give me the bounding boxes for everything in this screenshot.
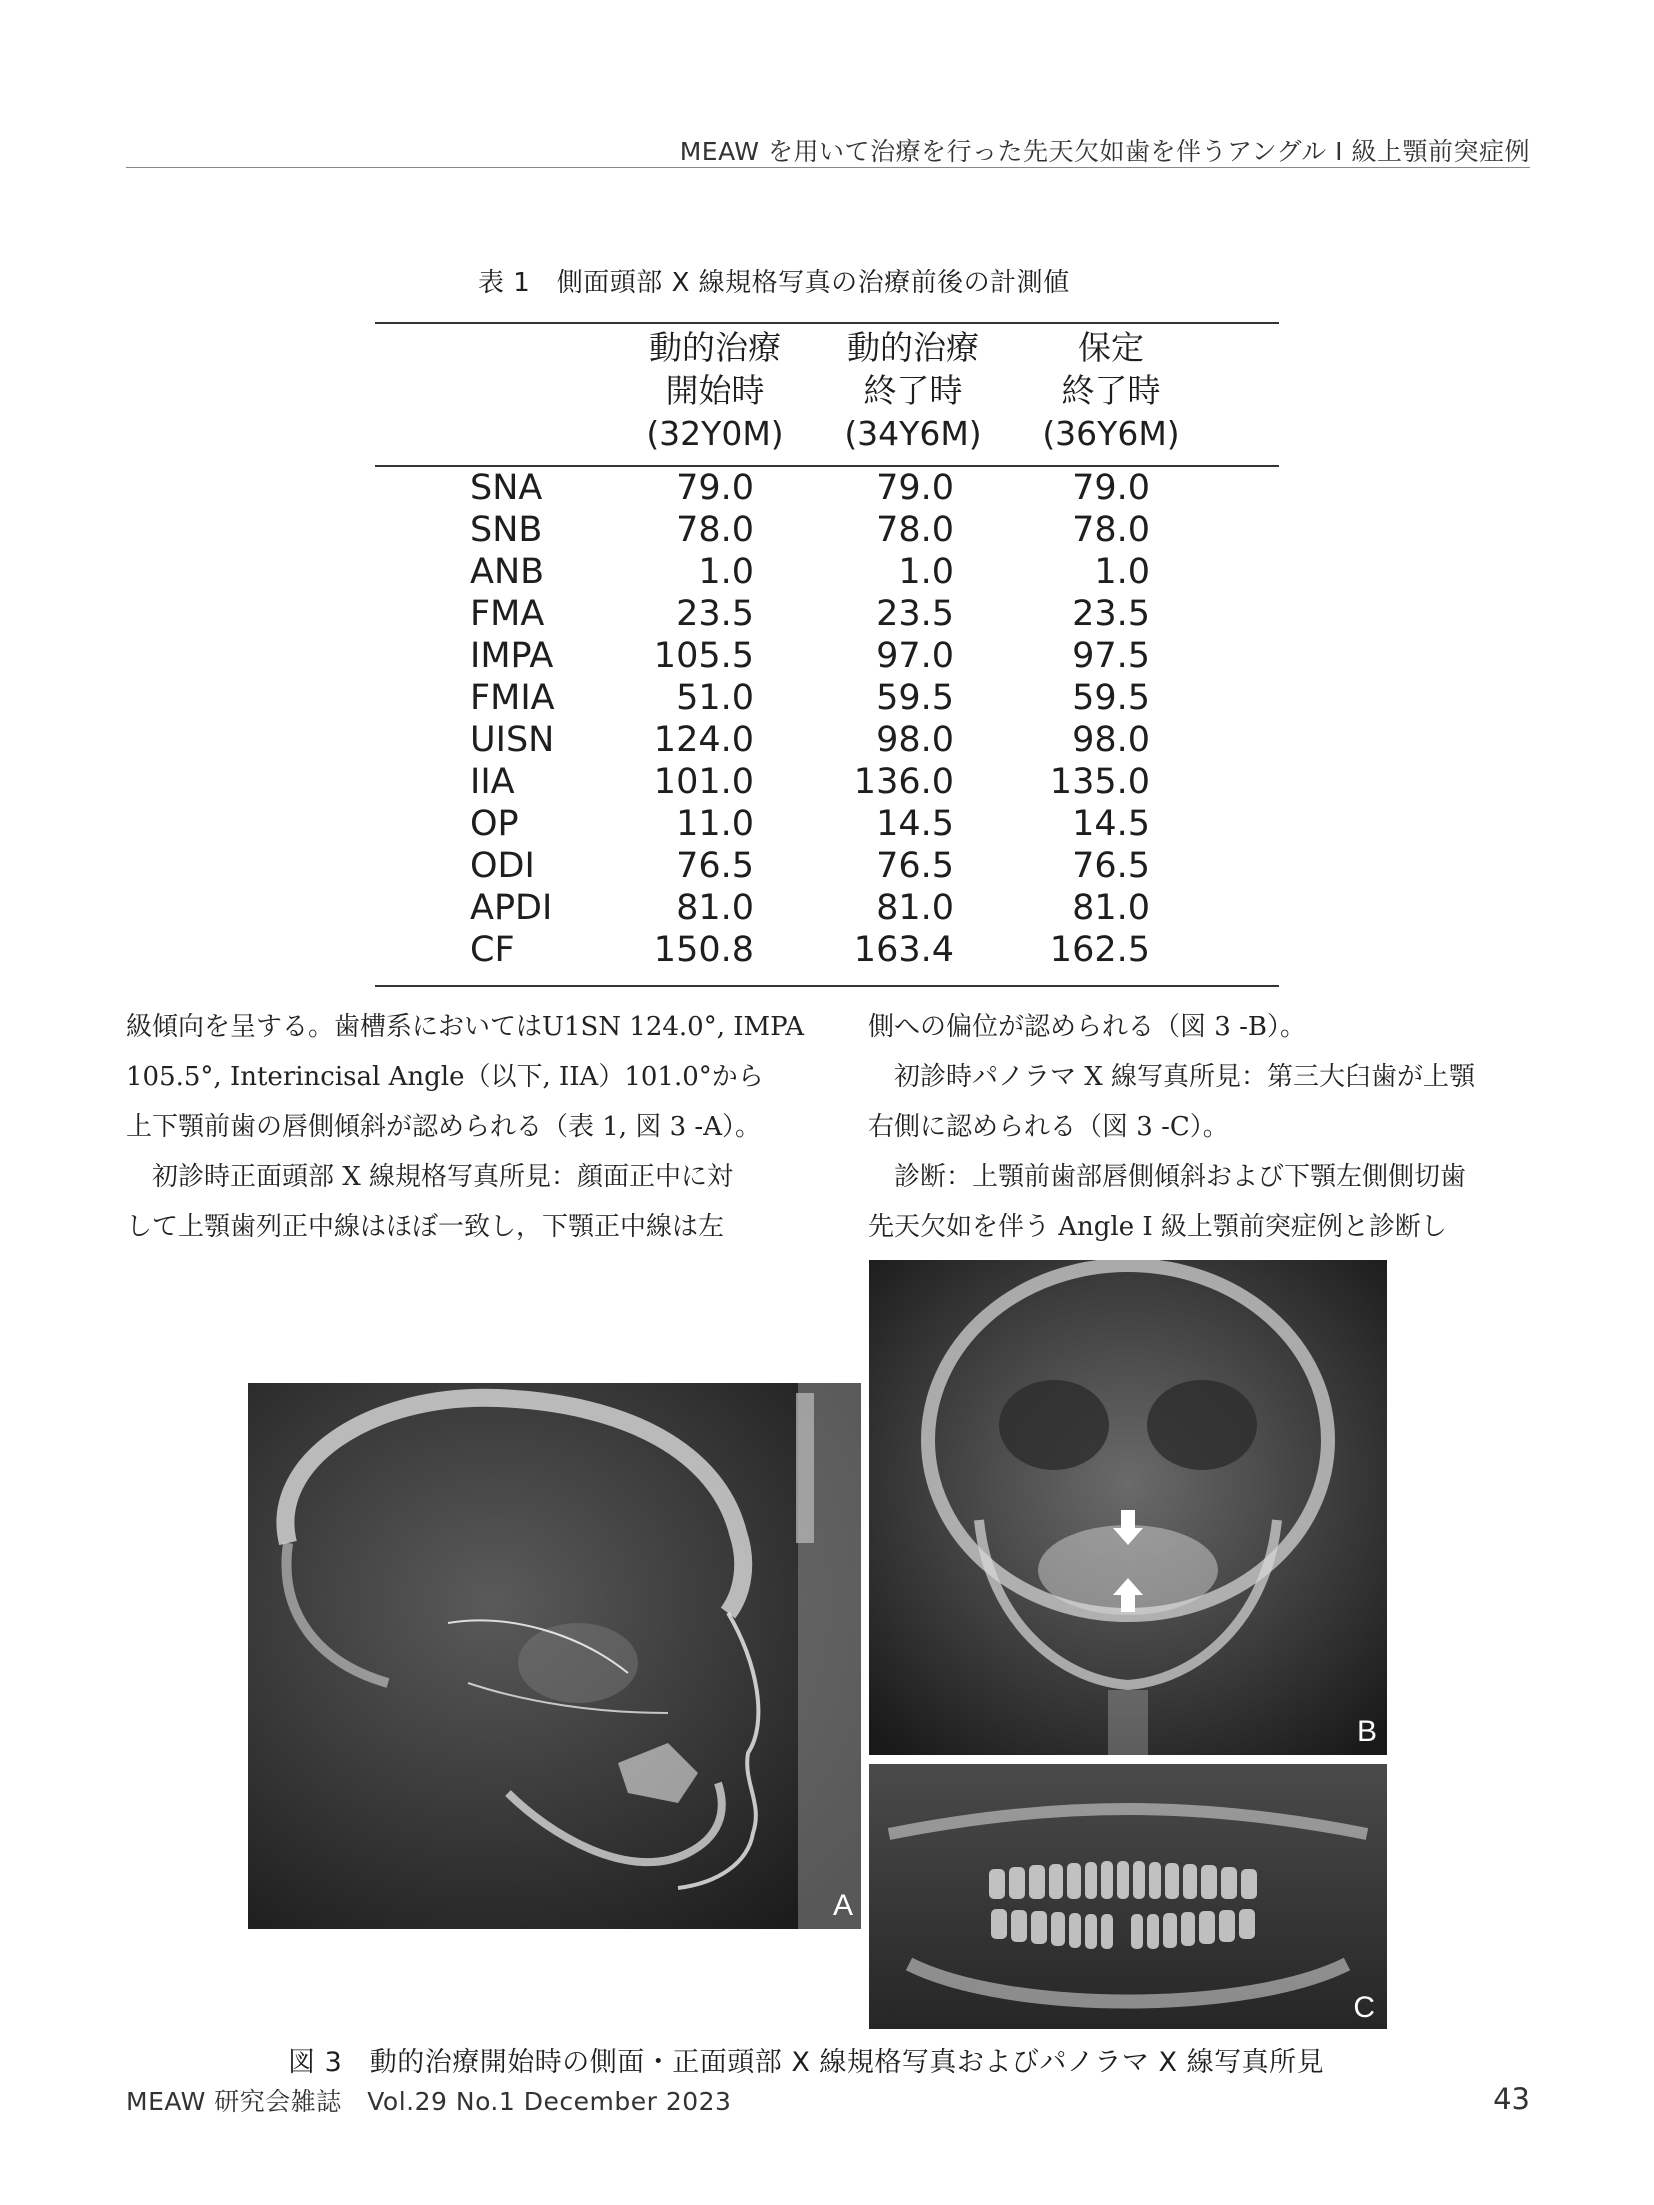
row-label: CF bbox=[470, 930, 515, 970]
table-cell: 14.5 bbox=[1072, 804, 1150, 844]
row-label: IMPA bbox=[470, 636, 554, 676]
panoramic-radiograph-image bbox=[869, 1764, 1387, 2029]
table-cell: 97.0 bbox=[876, 636, 954, 676]
text-line: 初診時パノラマ X 線写真所見：第三大臼歯が上顎 bbox=[868, 1062, 1476, 1092]
table-cell: 1.0 bbox=[1094, 552, 1150, 592]
table-cell: 78.0 bbox=[1072, 510, 1150, 550]
panel-label-c: C bbox=[1353, 1991, 1375, 2024]
figure-panel-panoramic-radiograph bbox=[869, 1764, 1387, 2029]
frontal-cephalogram-image bbox=[869, 1260, 1387, 1755]
header-rule bbox=[126, 167, 1530, 168]
text-line: 級傾向を呈する。歯槽系においてはU1SN 124.0°, IMPA bbox=[126, 1012, 805, 1042]
table-cell: 162.5 bbox=[1049, 930, 1150, 970]
page-number: 43 bbox=[1493, 2082, 1530, 2116]
table-cell: 51.0 bbox=[676, 678, 754, 718]
row-label: UISN bbox=[470, 720, 555, 760]
row-label: ANB bbox=[470, 552, 545, 592]
panel-label-a: A bbox=[832, 1889, 853, 1922]
table-cell: 76.5 bbox=[1072, 846, 1150, 886]
table-cell: 59.5 bbox=[1072, 678, 1150, 718]
table-cell: 78.0 bbox=[876, 510, 954, 550]
table-cell: 135.0 bbox=[1049, 762, 1150, 802]
column-header-end: 動的治療 終了時 (34Y6M) bbox=[844, 328, 982, 453]
table-cell: 1.0 bbox=[898, 552, 954, 592]
figure-caption: 図 3 動的治療開始時の側面・正面頭部 X 線規格写真およびパノラマ X 線写真所見 bbox=[288, 2047, 1325, 2078]
table-cell: 105.5 bbox=[653, 636, 754, 676]
table-top-rule bbox=[375, 322, 1279, 324]
table-cell: 23.5 bbox=[676, 594, 754, 634]
row-label: SNA bbox=[470, 468, 543, 508]
table-cell: 1.0 bbox=[698, 552, 754, 592]
table-cell: 98.0 bbox=[1072, 720, 1150, 760]
table-cell: 79.0 bbox=[1072, 468, 1150, 508]
figure-panel-lateral-cephalogram bbox=[248, 1383, 861, 1929]
table-cell: 59.5 bbox=[876, 678, 954, 718]
footer-journal-info: MEAW 研究会雑誌 Vol.29 No.1 December 2023 bbox=[126, 2087, 732, 2116]
table-cell: 124.0 bbox=[653, 720, 754, 760]
table-cell: 136.0 bbox=[853, 762, 954, 802]
row-label: FMA bbox=[470, 594, 545, 634]
body-text-right bbox=[868, 1002, 1534, 1252]
text-line: 右側に認められる（図 3 -C）。 bbox=[868, 1112, 1229, 1142]
table-cell: 81.0 bbox=[876, 888, 954, 928]
text-line: 上下顎前歯の唇側傾斜が認められる（表 1, 図 3 -A）。 bbox=[126, 1112, 761, 1142]
table-caption: 表 1 側面頭部 X 線規格写真の治療前後の計測値 bbox=[478, 268, 1070, 298]
row-label: ODI bbox=[470, 846, 535, 886]
table-cell: 79.0 bbox=[876, 468, 954, 508]
table-bottom-rule bbox=[375, 985, 1279, 987]
table-cell: 79.0 bbox=[676, 468, 754, 508]
table-cell: 150.8 bbox=[653, 930, 754, 970]
row-label: FMIA bbox=[470, 678, 555, 718]
table-cell: 14.5 bbox=[876, 804, 954, 844]
text-line: 初診時正面頭部 X 線規格写真所見：顔面正中に対 bbox=[126, 1162, 734, 1192]
row-label: SNB bbox=[470, 510, 543, 550]
figure-panel-frontal-cephalogram bbox=[869, 1260, 1387, 1755]
running-header: MEAW を用いて治療を行った先天欠如歯を伴うアングル I 級上顎前突症例 bbox=[679, 137, 1530, 166]
column-header-start: 動的治療 開始時 (32Y0M) bbox=[646, 328, 784, 453]
row-label: APDI bbox=[470, 888, 553, 928]
table-cell: 11.0 bbox=[676, 804, 754, 844]
column-header-retention: 保定 終了時 (36Y6M) bbox=[1042, 328, 1180, 453]
text-line: して上顎歯列正中線はほぼ一致し，下顎正中線は左 bbox=[126, 1212, 725, 1242]
text-line: 診断：上顎前歯部唇側傾斜および下顎左側側切歯 bbox=[868, 1162, 1467, 1192]
row-label: OP bbox=[470, 804, 519, 844]
table-cell: 76.5 bbox=[676, 846, 754, 886]
table-cell: 81.0 bbox=[676, 888, 754, 928]
text-line: 側への偏位が認められる（図 3 -B）。 bbox=[868, 1012, 1306, 1042]
table-cell: 97.5 bbox=[1072, 636, 1150, 676]
table-cell: 23.5 bbox=[1072, 594, 1150, 634]
lateral-cephalogram-image bbox=[248, 1383, 861, 1929]
table-cell: 23.5 bbox=[876, 594, 954, 634]
table-cell: 163.4 bbox=[853, 930, 954, 970]
row-label: IIA bbox=[470, 762, 515, 802]
table-cell: 78.0 bbox=[676, 510, 754, 550]
panel-label-b: B bbox=[1356, 1715, 1377, 1748]
text-line: 105.5°, Interincisal Angle（以下, IIA）101.0°から bbox=[126, 1062, 764, 1092]
table-cell: 101.0 bbox=[653, 762, 754, 802]
table-cell: 81.0 bbox=[1072, 888, 1150, 928]
text-line: 先天欠如を伴う Angle I 級上顎前突症例と診断し bbox=[868, 1212, 1447, 1242]
body-text-left bbox=[126, 1002, 805, 1252]
table-cell: 98.0 bbox=[876, 720, 954, 760]
table-cell: 76.5 bbox=[876, 846, 954, 886]
